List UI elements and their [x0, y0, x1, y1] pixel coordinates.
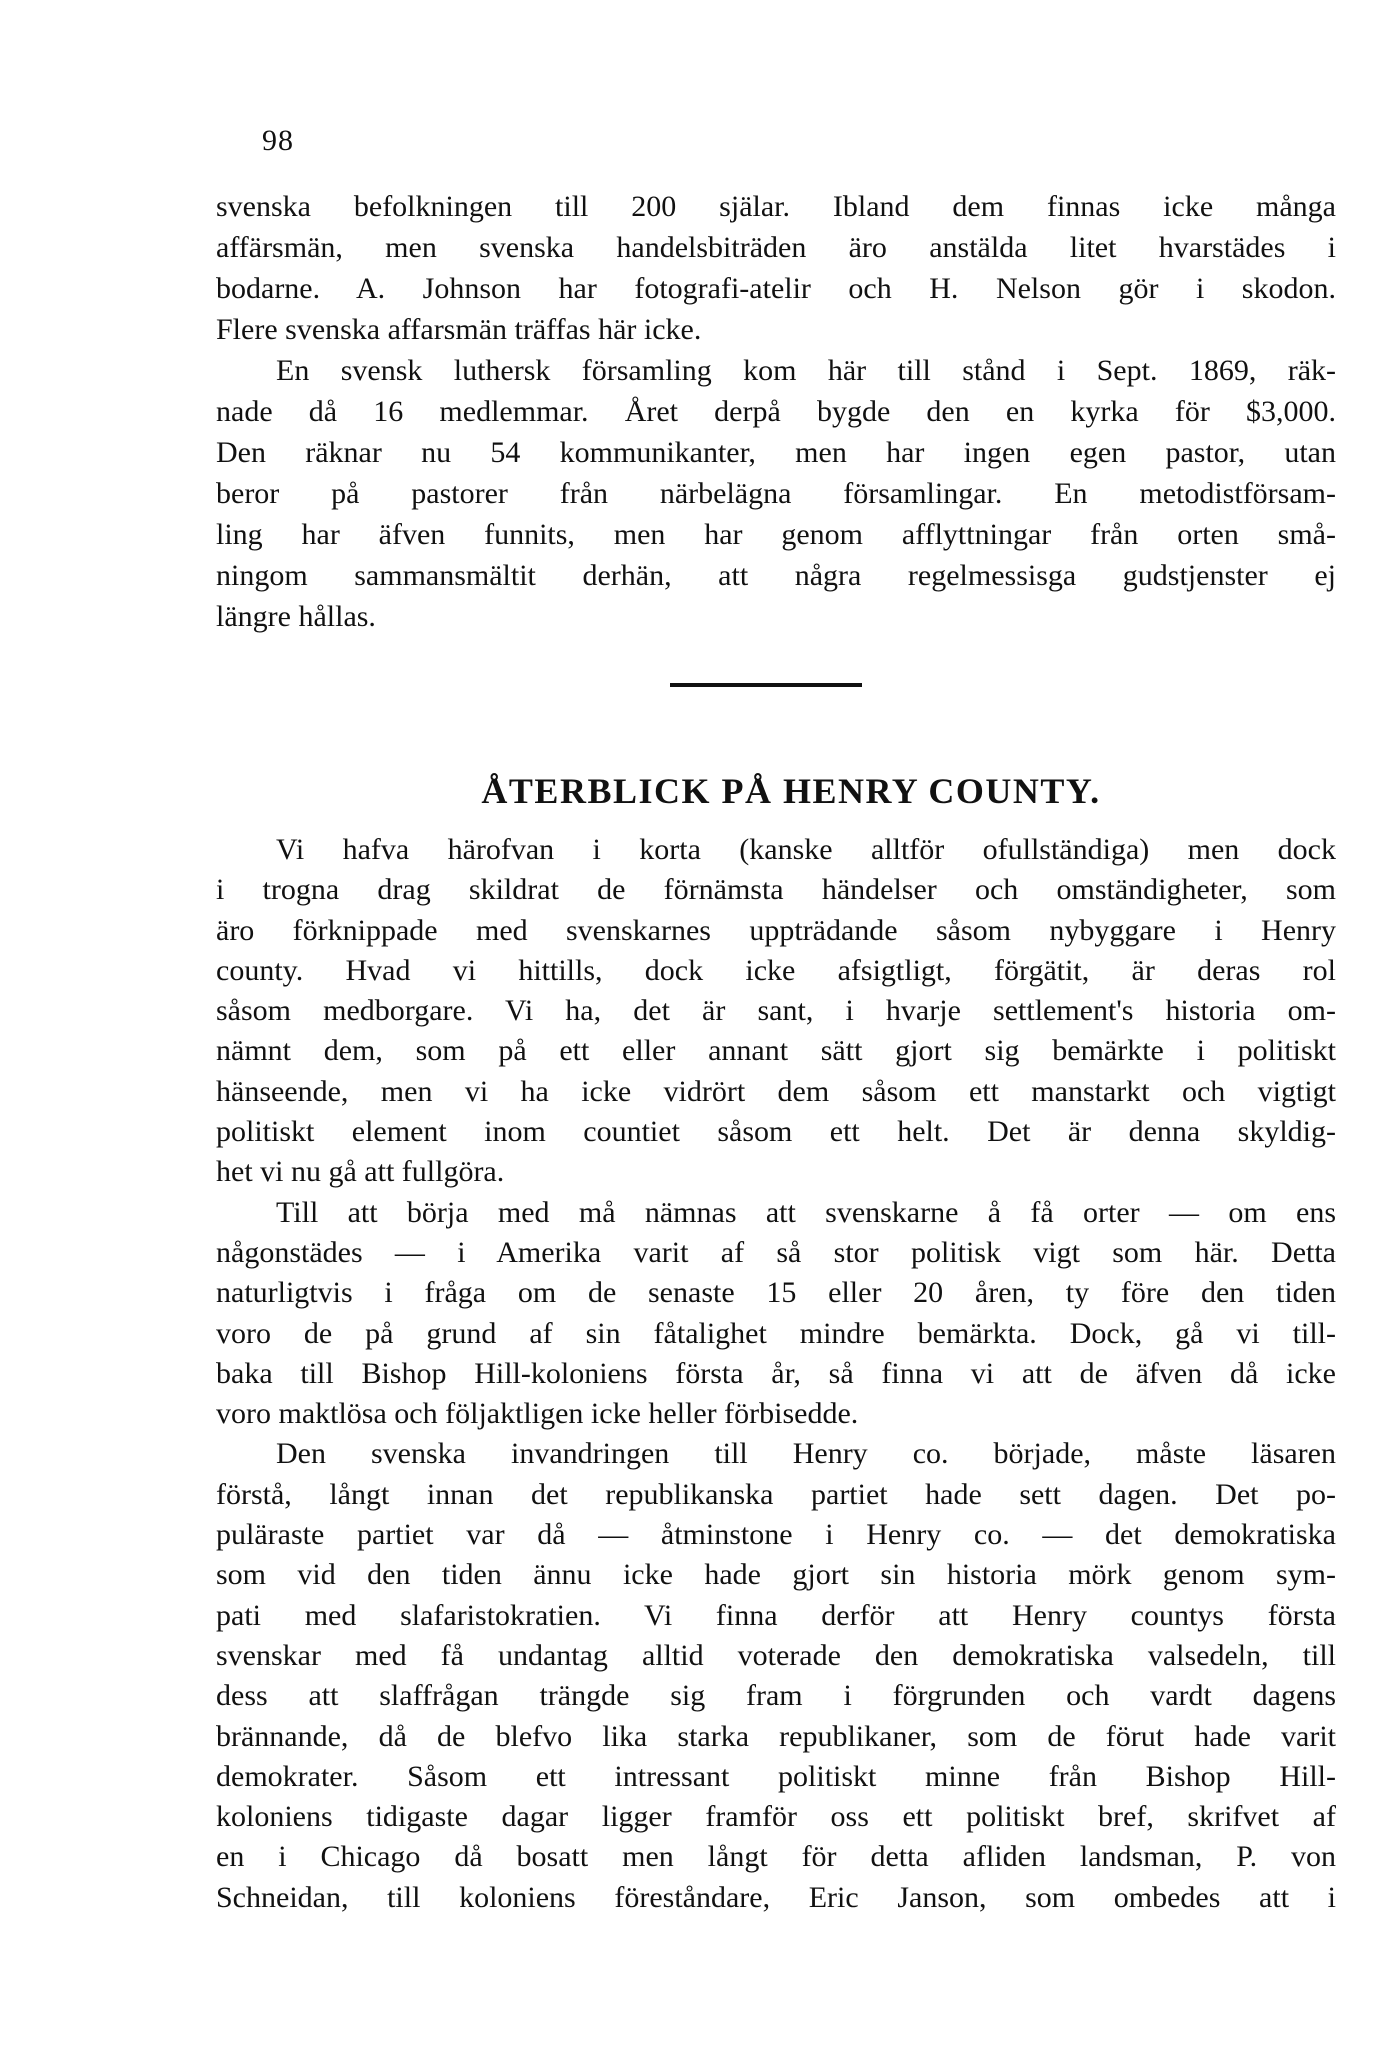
section-heading: ÅTERBLICK PÅ HENRY COUNTY. [481, 771, 1101, 811]
text-line: beror på pastorer från närbelägna församlingar. En metodistförsam- [216, 477, 1336, 510]
text-line: affärsmän, men svenska handelsbiträden äro anstälda litet hvarstädes i [216, 231, 1336, 264]
text-line: het vi nu gå att fullgöra. [216, 1155, 505, 1189]
page-number: 98 [262, 124, 294, 157]
text-line: nade då 16 medlemmar. Året derpå bygde den en kyrka för $3,000. [216, 395, 1336, 428]
text-line: ningom sammansmältit derhän, att några regelmessisga gudstjenster ej [216, 559, 1336, 592]
text-line: hänseende, men vi ha icke vidrört dem såsom ett manstarkt och vigtigt [216, 1074, 1336, 1108]
text-line: såsom medborgare. Vi ha, det är sant, i hvarje settlement's historia om- [216, 994, 1336, 1028]
text-line: förstå, långt innan det republikanska partiet hade sett dagen. Det po- [216, 1477, 1336, 1511]
text-line: Till att börja med må nämnas att svenskarne å få orter — om ens [276, 1195, 1336, 1229]
text-line: längre hållas. [216, 600, 376, 633]
text-line: som vid den tiden ännu icke hade gjort sin historia mörk genom sym- [216, 1558, 1336, 1592]
text-line: brännande, då de blefvo lika starka republikaner, som de förut hade varit [216, 1719, 1336, 1753]
text-line: någonstädes — i Amerika varit af så stor politisk vigt som här. Detta [216, 1235, 1336, 1269]
text-line: voro de på grund af sin fåtalighet mindre bemärkta. Dock, gå vi till- [216, 1316, 1336, 1350]
text-line: voro maktlösa och följaktligen icke heller förbisedde. [216, 1397, 859, 1431]
text-line: Vi hafva härofvan i korta (kanske alltför ofullständiga) men dock [276, 833, 1336, 866]
text-line: Schneidan, till koloniens föreståndare, Eric Janson, som ombedes att i [216, 1880, 1336, 1914]
text-line: dess att slaffrågan trängde sig fram i förgrunden och vardt dagens [216, 1679, 1336, 1713]
text-line: baka till Bishop Hill-koloniens första år, så finna vi att de äfven då icke [216, 1356, 1336, 1390]
text-line: pati med slafaristokratien. Vi finna derför att Henry countys första [216, 1598, 1336, 1632]
text-line: naturligtvis i fråga om de senaste 15 eller 20 åren, ty före den tiden [216, 1276, 1336, 1310]
text-line: puläraste partiet var då — åtminstone i Henry co. — det demokratiska [216, 1518, 1336, 1552]
text-line: i trogna drag skildrat de förnämsta händelser och omständigheter, som [216, 873, 1336, 907]
text-line: politiskt element inom countiet såsom ett helt. Det är denna skyldig- [216, 1115, 1336, 1149]
text-line: svenskar med få undantag alltid voterade den demokratiska valsedeln, till [216, 1638, 1336, 1672]
text-line: Den räknar nu 54 kommunikanter, men har ingen egen pastor, utan [216, 436, 1336, 469]
second-section-text [216, 830, 1336, 1918]
text-line: demokrater. Såsom ett intressant politiskt minne från Bishop Hill- [216, 1759, 1336, 1793]
text-line: bodarne. A. Johnson har fotografi-atelir och H. Nelson gör i skodon. [216, 272, 1336, 305]
text-line: svenska befolkningen till 200 själar. Ibland dem finnas icke många [216, 190, 1336, 223]
text-line: koloniens tidigaste dagar ligger framför oss ett politiskt bref, skrifvet af [216, 1800, 1336, 1834]
text-line: en i Chicago då bosatt men långt för detta afliden landsman, P. von [216, 1840, 1336, 1874]
section-divider [670, 683, 862, 687]
text-line: county. Hvad vi hittills, dock icke afsigtligt, förgätit, är deras rol [216, 953, 1336, 987]
first-section-text [216, 186, 1336, 637]
text-line: En svensk luthersk församling kom här till stånd i Sept. 1869, räk- [276, 354, 1336, 387]
text-line: Den svenska invandringen till Henry co. började, måste läsaren [276, 1437, 1336, 1471]
text-line: Flere svenska affarsmän träffas här icke. [216, 313, 702, 346]
text-line: ling har äfven funnits, men har genom afflyttningar från orten små- [216, 518, 1336, 551]
text-line: nämnt dem, som på ett eller annant sätt gjort sig bemärkte i politiskt [216, 1034, 1336, 1068]
text-line: äro förknippade med svenskarnes uppträdande såsom nybyggare i Henry [216, 913, 1336, 947]
